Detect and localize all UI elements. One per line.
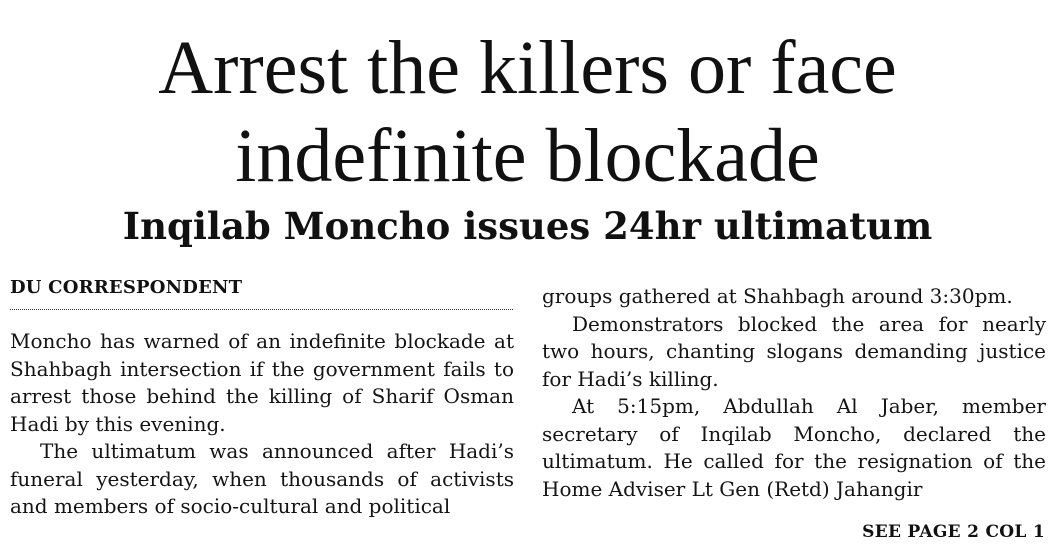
headline-line-2: indefinite blockade <box>235 114 820 198</box>
article-column-1 <box>10 328 514 521</box>
article-paragraph: groups gathered at Shahbagh around 3:30pm. <box>542 284 1013 308</box>
article-column-2 <box>542 283 1046 503</box>
article-paragraph: The ultimatum was announced after Hadi’s funeral yesterday, when thousands of activists and members of socio-cultural and political <box>10 439 514 518</box>
headline-line-1: Arrest the killers or face <box>158 26 897 110</box>
byline: DU CORRESPONDENT <box>10 277 243 298</box>
article-paragraph: Demonstrators blocked the area for nearly two hours, chanting slogans demanding justice for Hadi’s killing. <box>542 311 1046 391</box>
continuation-reference: SEE PAGE 2 COL 1 <box>862 522 1045 542</box>
byline-divider <box>10 309 513 310</box>
article-paragraph: Moncho has warned of an indefinite blockade at Shahbagh intersection if the government fails to arrest those behind the killing of Sharif Osman Hadi by this evening. <box>10 329 514 436</box>
subheadline: Inqilab Moncho issues 24hr ultimatum <box>122 204 933 248</box>
article-paragraph: At 5:15pm, Abdullah Al Jaber, member secretary of Inqilab Moncho, declared the ultimatum. He called for the resignation of the Home Adviser Lt Gen (Retd) Jahangir <box>542 394 1046 501</box>
